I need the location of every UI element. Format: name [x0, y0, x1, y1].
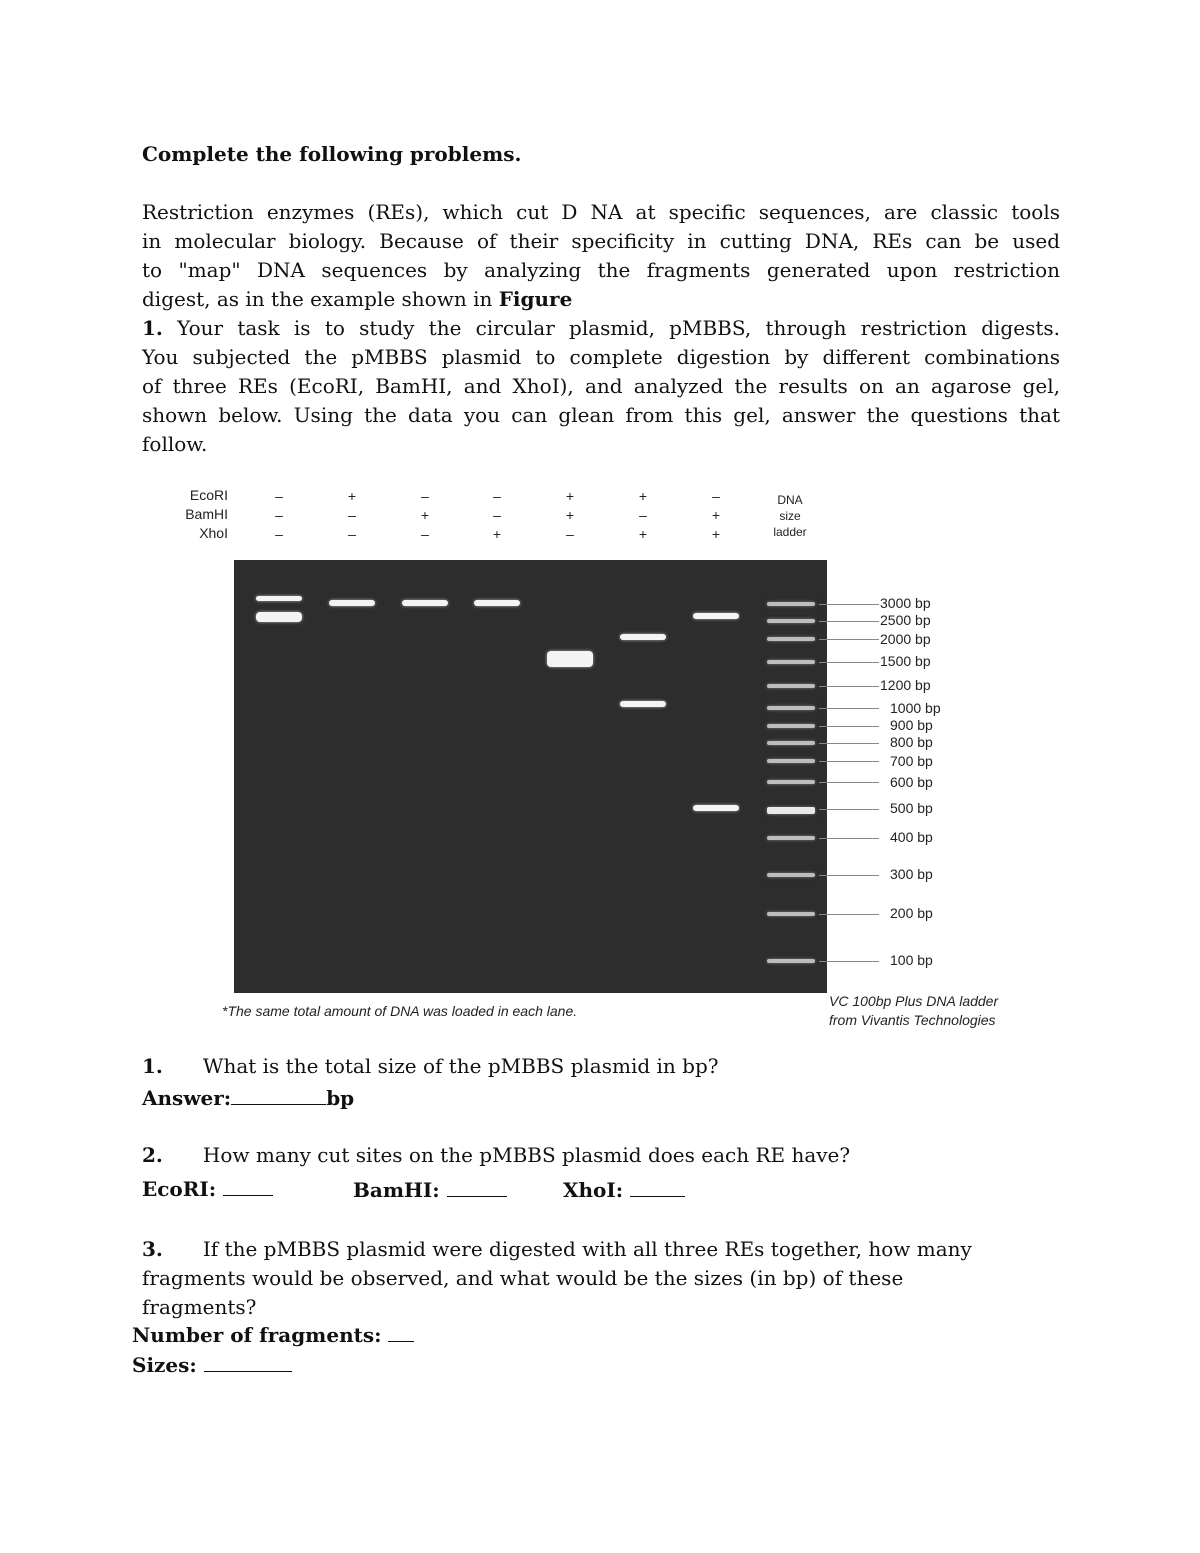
task-line-last: follow. [142, 432, 208, 456]
question-number: 2. [142, 1143, 163, 1167]
ladder-band [767, 959, 815, 963]
intro-line-last [142, 285, 1060, 314]
bamhi-label: BamHI: [353, 1178, 440, 1202]
q3-sizes-row [132, 1351, 292, 1380]
lane-4-band-3000 [474, 600, 520, 606]
question-line: fragments would be observed, and what would be the sizes (in bp) of these [142, 1266, 904, 1290]
question-3 [142, 1235, 972, 1322]
lane-7-band-500 [693, 805, 739, 811]
ladder-label: 200 bp [890, 905, 933, 921]
ladder-leader-line [819, 809, 879, 810]
lane-1-band-2500 [256, 612, 302, 622]
ladder-leader-line [819, 961, 879, 962]
ladder-leader-line [819, 708, 879, 709]
lane-2-bamhi-sign: – [348, 507, 356, 523]
ladder-leader-line [819, 875, 879, 876]
ladder-leader-line [819, 914, 879, 915]
question-2 [142, 1141, 850, 1170]
enzyme-label-ecori: EcoRI [189, 487, 228, 503]
ladder-band [767, 724, 815, 728]
figure-reference: Figure [498, 287, 573, 311]
sizes-label: Sizes: [132, 1353, 197, 1377]
ladder-label: 400 bp [890, 829, 933, 845]
lane-5-bamhi-sign: + [565, 507, 575, 523]
q1-answer-row [142, 1084, 354, 1113]
ladder-leader-line [819, 743, 879, 744]
ladder-band [767, 684, 815, 688]
ladder-label: 1200 bp [880, 677, 931, 693]
ladder-band [767, 660, 815, 664]
question-text: What is the total size of the pMBBS plasmid in bp? [202, 1054, 719, 1078]
lane-5-xhoi-sign: – [566, 526, 574, 542]
task-number: 1. [142, 316, 163, 340]
task-line: of three REs (EcoRI, BamHI, and XhoI), and analyzed the results on an agarose gel, [142, 374, 1060, 398]
question-number: 3. [142, 1237, 163, 1261]
lane-4-ecori-sign: – [493, 488, 501, 504]
lane-5-ecori-sign: + [565, 488, 575, 504]
ladder-leader-line [819, 838, 879, 839]
ladder-band [767, 912, 815, 916]
ecori-blank[interactable] [223, 1177, 273, 1196]
ladder-note: from Vivantis Technologies [829, 1012, 996, 1028]
ladder-header [770, 492, 810, 540]
lane-7-band-2500 [693, 613, 739, 619]
lane-7-ecori-sign: – [712, 488, 720, 504]
ladder-label: 800 bp [890, 734, 933, 750]
task-line: You subjected the pMBBS plasmid to complete digestion by different combinations [142, 345, 1060, 369]
ladder-band [767, 637, 815, 641]
ladder-leader-line [819, 726, 879, 727]
lane-1-ecori-sign: – [275, 488, 283, 504]
enzyme-label-bamhi: BamHI [185, 506, 228, 522]
agarose-gel-image [234, 560, 827, 993]
ladder-band [767, 619, 815, 623]
lane-3-band-3000 [402, 600, 448, 606]
lane-6-band-2000 [620, 634, 666, 640]
ladder-band [767, 807, 815, 814]
intro-line: in molecular biology. Because of their specificity in cutting DNA, REs can be used [142, 229, 1060, 253]
ladder-leader-line [819, 761, 879, 762]
task-text: Your task is to study the circular plasmid, pMBBS, through restriction digests. [162, 316, 1060, 340]
q3-fragments-row [132, 1321, 414, 1350]
ladder-leader-line [819, 621, 879, 622]
lane-1-band-3000 [256, 596, 302, 601]
intro-paragraph [142, 198, 1060, 314]
num-fragments-label: Number of fragments: [132, 1323, 382, 1347]
lane-3-bamhi-sign: + [420, 507, 430, 523]
ladder-label: 700 bp [890, 753, 933, 769]
question-line: fragments? [142, 1295, 257, 1319]
ladder-header-line: size [779, 509, 801, 523]
lane-7-xhoi-sign: + [711, 526, 721, 542]
ladder-label: 500 bp [890, 800, 933, 816]
ladder-leader-line [819, 782, 879, 783]
sizes-blank[interactable] [204, 1353, 292, 1372]
page-heading: Complete the following problems. [142, 142, 522, 166]
intro-text: digest, as in the example shown in [142, 287, 499, 311]
ladder-band [767, 873, 815, 877]
lane-3-ecori-sign: – [421, 488, 429, 504]
lane-1-bamhi-sign: – [275, 507, 283, 523]
ladder-header-line: ladder [773, 525, 807, 539]
xhoi-blank[interactable] [630, 1178, 685, 1197]
ladder-leader-line [819, 604, 879, 605]
task-line: shown below. Using the data you can glean from this gel, answer the questions that [142, 403, 1060, 427]
enzyme-label-xhoi: XhoI [199, 525, 228, 541]
question-number: 1. [142, 1054, 163, 1078]
q2-xhoi-row [563, 1176, 685, 1205]
ladder-label: 3000 bp [880, 595, 931, 611]
lane-1-xhoi-sign: – [275, 526, 283, 542]
num-fragments-blank[interactable] [388, 1323, 414, 1342]
lane-4-bamhi-sign: – [493, 507, 501, 523]
lane-6-ecori-sign: + [638, 488, 648, 504]
lane-2-xhoi-sign: – [348, 526, 356, 542]
ladder-band [767, 602, 815, 606]
ladder-band [767, 780, 815, 784]
ladder-leader-line [819, 639, 879, 640]
ladder-label: 2000 bp [880, 631, 931, 647]
ladder-label: 900 bp [890, 717, 933, 733]
intro-line: Restriction enzymes (REs), which cut D NA at specific sequences, are classic tools [142, 200, 1060, 224]
answer-label: Answer: [142, 1086, 232, 1110]
lane-6-band-1000 [620, 701, 666, 707]
ladder-band [767, 759, 815, 763]
ecori-label: EcoRI: [142, 1177, 217, 1201]
gel-footnote: *The same total amount of DNA was loaded in each lane. [222, 1003, 578, 1019]
ladder-band [767, 706, 815, 710]
ladder-label: 2500 bp [880, 612, 931, 628]
ladder-band [767, 741, 815, 745]
ladder-label: 600 bp [890, 774, 933, 790]
ladder-band [767, 836, 815, 840]
question-text: How many cut sites on the pMBBS plasmid does each RE have? [202, 1143, 851, 1167]
lane-5-band-1500 [547, 651, 593, 667]
xhoi-label: XhoI: [563, 1178, 624, 1202]
ladder-label: 300 bp [890, 866, 933, 882]
bamhi-blank[interactable] [447, 1178, 507, 1197]
ladder-header-line: DNA [777, 493, 803, 507]
lane-2-band-3000 [329, 600, 375, 606]
ladder-leader-line [819, 686, 879, 687]
answer-unit: bp [326, 1086, 355, 1110]
lane-2-ecori-sign: + [347, 488, 357, 504]
intro-line: to "map" DNA sequences by analyzing the fragments generated upon restriction [142, 258, 1060, 282]
answer-blank[interactable] [231, 1086, 326, 1105]
ladder-label: 1000 bp [890, 700, 941, 716]
question-line [142, 1235, 972, 1264]
q2-bamhi-row [353, 1176, 507, 1205]
lane-6-xhoi-sign: + [638, 526, 648, 542]
question-text: If the pMBBS plasmid were digested with all three REs together, how many [202, 1237, 972, 1261]
task-paragraph [142, 314, 1060, 459]
ladder-label: 1500 bp [880, 653, 931, 669]
ladder-label: 100 bp [890, 952, 933, 968]
lane-7-bamhi-sign: + [711, 507, 721, 523]
question-1 [142, 1052, 718, 1081]
lane-4-xhoi-sign: + [492, 526, 502, 542]
q2-ecori-row [142, 1175, 273, 1204]
task-line [142, 314, 1060, 343]
lane-3-xhoi-sign: – [421, 526, 429, 542]
ladder-note: VC 100bp Plus DNA ladder [829, 993, 999, 1009]
ladder-leader-line [819, 662, 879, 663]
lane-6-bamhi-sign: – [639, 507, 647, 523]
